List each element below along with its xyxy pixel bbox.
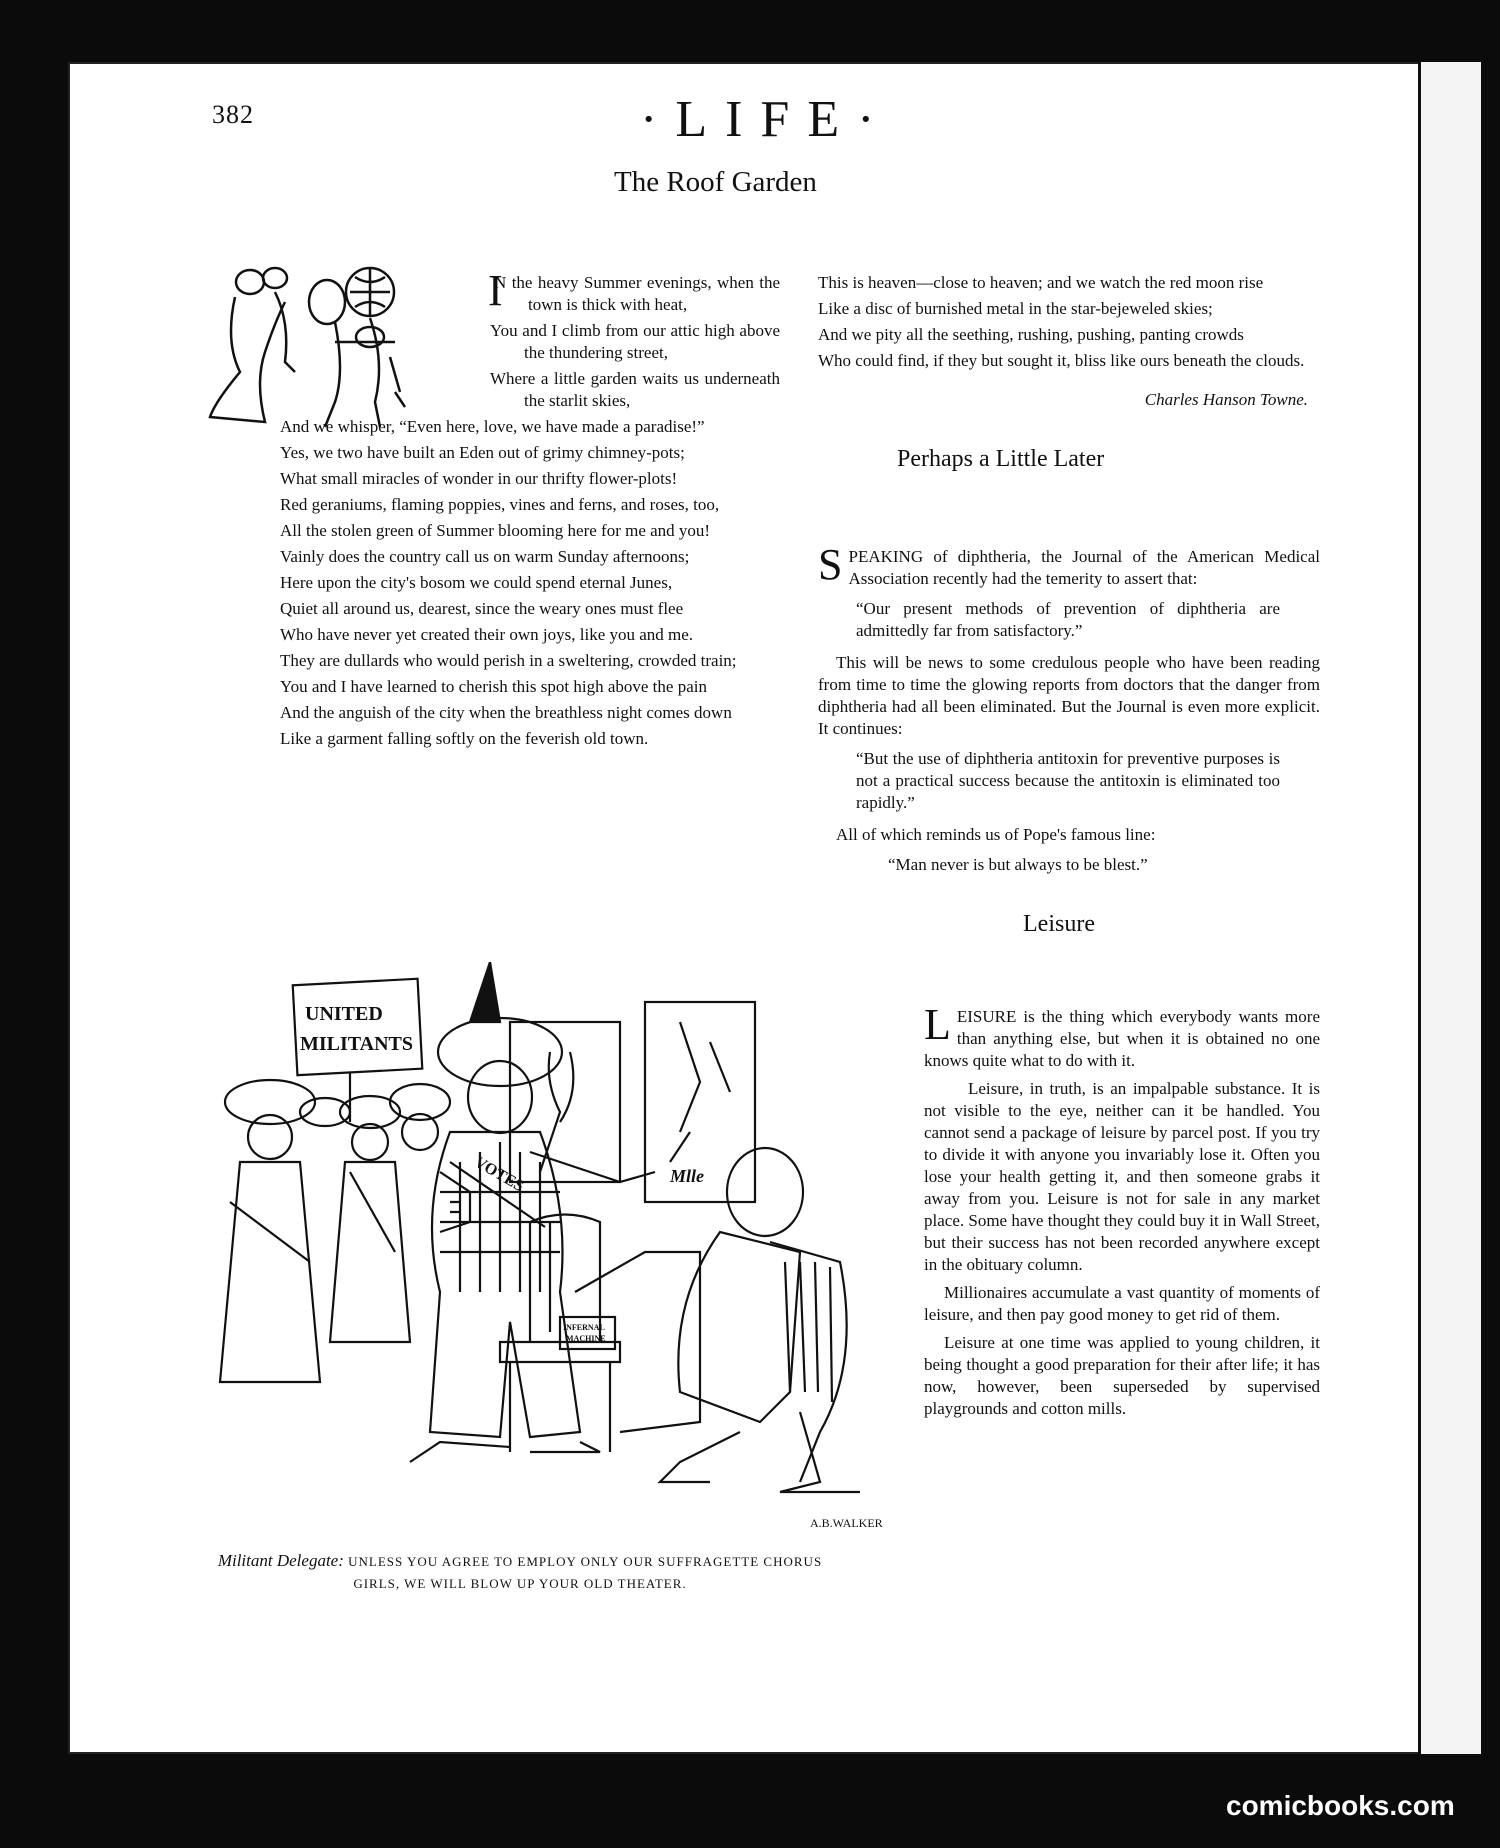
- caption-speaker: Militant Delegate:: [217, 1551, 344, 1570]
- article-paragraph: This will be news to some credulous people who have been reading from time to time the glowing reports from doctors that the danger from diphtheria had all been eliminated. But the Journal is even more explicit. It continues:: [818, 653, 1320, 738]
- article-intro: SPEAKING of diphtheria, the Journal of the American Medical Association recently had the temerity to assert that:: [818, 540, 1320, 589]
- poem-line: They are dullards who would perish in a sweltering, crowded train;: [280, 651, 737, 670]
- poem-line: Yes, we two have built an Eden out of grimy chimney-pots;: [280, 443, 685, 462]
- article-quote: “Our present methods of prevention of diphtheria are admittedly far from satisfactory.”: [856, 599, 1280, 640]
- article-paragraph: Leisure at one time was applied to young children, it being thought a good preparation for their after life; it has now, however, been superseded by supervised playgrounds and cotton mills.: [924, 1333, 1320, 1418]
- poem-line: Red geraniums, flaming poppies, vines and ferns, and roses, too,: [280, 495, 720, 514]
- poem-line: You and I climb from our attic high above the thundering street,: [490, 321, 780, 362]
- poem-column-1: [280, 266, 780, 754]
- poem-line: Quiet all around us, dearest, since the weary ones must flee: [280, 599, 684, 618]
- article-quote: “But the use of diphtheria antitoxin for preventive purposes is not a practical success because the antitoxin is eliminated too rapidly.”: [856, 749, 1280, 812]
- cartoon-sign-line: UNITED: [305, 1003, 383, 1025]
- article-leisure-body: [924, 1000, 1320, 1426]
- cartoon-sign-line: MILITANTS: [300, 1033, 413, 1055]
- poem-author: Charles Hanson Towne.: [1144, 390, 1308, 409]
- caption-text: UNLESS YOU AGREE TO EMPLOY ONLY OUR SUFFRAGETTE CHORUS GIRLS, WE WILL BLOW UP YOUR OLD THEATER.: [348, 1554, 823, 1591]
- watermark: comicbooks.com: [1226, 1790, 1455, 1821]
- facing-page-edge: [1421, 62, 1481, 1754]
- poem-line: What small miracles of wonder in our thrifty flower-plots!: [280, 469, 678, 488]
- article-perhaps-body: [818, 540, 1320, 886]
- cartoon-box-label: INFERNAL: [563, 1323, 605, 1332]
- suffragette-cartoon: [200, 962, 980, 1537]
- article-paragraph: Millionaires accumulate a vast quantity of moments of leisure, and then pay good money to get rid of them.: [924, 1283, 1320, 1324]
- article-paragraph: Leisure, in truth, is an impalpable substance. It is not visible to the eye, neither can it be handled. You cannot send a package of leisure by parcel post. If you try to divide it with anyone you invariably lose it. Often you lose your health getting it, and then someone grabs it away from you. Leisure is not for sale in any market place. Some have thought they could buy it in Wall Street, but their success has not been recorded anywhere except in the obituary column.: [924, 1079, 1320, 1274]
- poem-line: Here upon the city's bosom we could spend eternal Junes,: [280, 573, 673, 592]
- poem-column-2: [818, 272, 1320, 428]
- article-paragraph: LEISURE is the thing which everybody wants more than anything else, but when it is obtained no one knows quite what to do with it.: [924, 1000, 1320, 1070]
- cartoon-sash: VOTES: [471, 1153, 527, 1196]
- poem-line: All the stolen green of Summer blooming here for me and you!: [280, 521, 711, 540]
- poem-line: Like a garment falling softly on the feverish old town.: [280, 729, 649, 748]
- cartoon-box-label: MACHINE: [566, 1334, 606, 1343]
- poem-line: You and I have learned to cherish this spot high above the pain: [280, 677, 707, 696]
- poem-line: And the anguish of the city when the breathless night comes down: [280, 703, 732, 722]
- dropcap: S: [818, 540, 843, 589]
- poem-title: The Roof Garden: [614, 166, 817, 198]
- poem-line: Vainly does the country call us on warm Sunday afternoons;: [280, 547, 690, 566]
- poem-line: I N the heavy Summer evenings, when the town is thick with heat,: [488, 266, 780, 315]
- poem-line: And we pity all the seething, rushing, pushing, panting crowds: [818, 325, 1244, 344]
- page-number: 382: [212, 100, 254, 129]
- cartoon-caption: [200, 1550, 840, 1595]
- article-title-leisure: Leisure: [1023, 911, 1095, 937]
- poem-line: Who have never yet created their own joys, like you and me.: [280, 625, 694, 644]
- poem-line: Where a little garden waits us underneath the starlit skies,: [490, 369, 780, 410]
- poem-line: Like a disc of burnished metal in the star-bejeweled skies;: [818, 299, 1213, 318]
- article-paragraph: All of which reminds us of Pope's famous line:: [836, 825, 1156, 844]
- article-quote: “Man never is but always to be blest.”: [888, 855, 1148, 874]
- poem-line: This is heaven—close to heaven; and we watch the red moon rise: [818, 273, 1264, 292]
- cartoon-poster-signature: Mlle: [670, 1166, 704, 1186]
- poem-line: And we whisper, “Even here, love, we have made a paradise!”: [280, 417, 705, 436]
- cartoon-artist-signature: A.B.WALKER: [810, 1516, 883, 1530]
- masthead: ·LIFE·: [640, 91, 893, 148]
- article-title-perhaps: Perhaps a Little Later: [897, 446, 1105, 472]
- poem-line: Who could find, if they but sought it, bliss like ours beneath the clouds.: [818, 351, 1305, 370]
- dropcap: L: [924, 1000, 951, 1049]
